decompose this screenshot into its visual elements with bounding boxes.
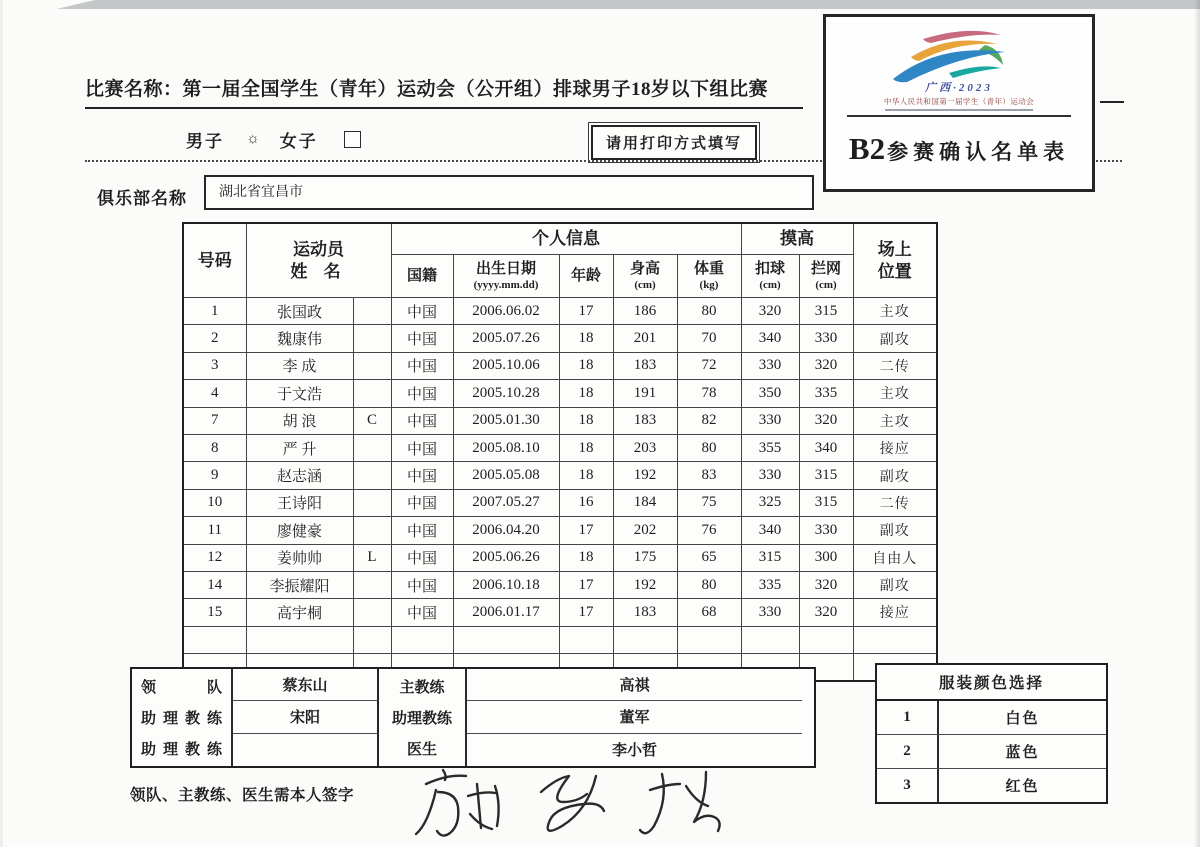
- header-athlete-name: [246, 223, 391, 298]
- cell-age: 17: [559, 571, 613, 598]
- uniform-color-value: 红色: [1005, 779, 1040, 795]
- staff-label: 医生: [406, 741, 437, 758]
- uniform-color-title: 服装颜色选择: [877, 665, 1106, 701]
- cell-dob: 2006.04.20: [453, 517, 559, 544]
- uniform-color-number: 1: [877, 701, 939, 734]
- cell-weight: 83: [677, 462, 741, 489]
- cell-number: 10: [183, 489, 246, 516]
- cell-age: 16: [559, 489, 613, 516]
- cell-spike: 355: [741, 434, 799, 461]
- cell-age: 18: [559, 325, 613, 352]
- staff-value: 董军: [467, 701, 802, 733]
- cell-nationality: 中国: [391, 489, 453, 516]
- cell-weight: 82: [677, 407, 741, 434]
- header-nationality: 国籍: [391, 255, 453, 298]
- cell-weight: 80: [677, 571, 741, 598]
- cell-mark: [353, 626, 391, 653]
- cell-block: 315: [799, 462, 853, 489]
- cell-number: [183, 626, 246, 653]
- roster-row: [183, 571, 937, 598]
- cell-spike: 330: [741, 407, 799, 434]
- cell-height: 175: [613, 544, 677, 571]
- cell-dob: 2005.07.26: [453, 325, 559, 352]
- cell-mark: [353, 489, 391, 516]
- cell-name: 廖健豪: [246, 517, 353, 544]
- cell-dob: 2007.05.27: [453, 489, 559, 516]
- cell-block: 320: [799, 352, 853, 379]
- uniform-color-number: 2: [877, 735, 939, 768]
- roster-row: [183, 380, 937, 407]
- cell-name: 王诗阳: [246, 489, 353, 516]
- staff-labels-right: [379, 669, 467, 766]
- scan-edge-left: [0, 0, 3, 847]
- cell-nationality: 中国: [391, 599, 453, 626]
- cell-weight: 76: [677, 517, 741, 544]
- female-label: 女子: [279, 132, 318, 151]
- cell-dob: 2005.10.28: [453, 380, 559, 407]
- cell-spike: 340: [741, 325, 799, 352]
- header-spike-line1: 扣球: [755, 260, 786, 277]
- cell-spike: 330: [741, 352, 799, 379]
- scan-edge-top: [0, 0, 1200, 9]
- cell-spike: 315: [741, 544, 799, 571]
- cell-age: 18: [559, 544, 613, 571]
- female-checkbox: [344, 131, 361, 148]
- signature-2: [541, 776, 604, 831]
- roster-row: [183, 407, 937, 434]
- cell-nationality: 中国: [391, 325, 453, 352]
- cell-height: 183: [613, 599, 677, 626]
- staff-labels-left: [132, 669, 233, 766]
- games-english-subtext-line: [885, 109, 1033, 111]
- cell-nationality: [391, 626, 453, 653]
- roster-row: [183, 626, 937, 653]
- roster-row: [183, 434, 937, 461]
- cell-weight: 75: [677, 489, 741, 516]
- signature-3: [640, 772, 720, 833]
- cell-number: 14: [183, 571, 246, 598]
- header-dob-line1: 出生日期: [475, 260, 536, 277]
- cell-name: 李振耀阳: [246, 571, 353, 598]
- form-code-box: [823, 14, 1095, 192]
- cell-height: 192: [613, 462, 677, 489]
- cell-position: 主攻: [853, 407, 937, 434]
- staff-value: 蔡东山: [233, 669, 379, 701]
- cell-nationality: 中国: [391, 434, 453, 461]
- cell-nationality: 中国: [391, 407, 453, 434]
- scan-edge-right: [1194, 0, 1200, 847]
- roster-row: [183, 298, 937, 325]
- cell-position: 自由人: [853, 544, 937, 571]
- cell-dob: 2005.05.08: [453, 462, 559, 489]
- cell-nationality: 中国: [391, 380, 453, 407]
- header-number: 号码: [183, 223, 246, 298]
- form-code: B2: [848, 131, 886, 166]
- cell-name: 李 成: [246, 352, 353, 379]
- roster-table-wrap: [182, 222, 938, 682]
- cell-age: 18: [559, 380, 613, 407]
- cell-position: 二传: [853, 489, 937, 516]
- form-title-text: 参赛确认名单表: [887, 140, 1070, 164]
- competition-title-label: 比赛名称：: [85, 79, 183, 100]
- header-spike: [741, 255, 799, 298]
- cell-height: 184: [613, 489, 677, 516]
- cell-name: 张国政: [246, 298, 353, 325]
- roster-row: [183, 489, 937, 516]
- header-block: [799, 255, 853, 298]
- cell-height: 202: [613, 517, 677, 544]
- cell-height: [613, 626, 677, 653]
- cell-age: 18: [559, 434, 613, 461]
- cell-weight: 65: [677, 544, 741, 571]
- cell-position: 二传: [853, 352, 937, 379]
- header-dob: [453, 255, 559, 298]
- cell-name: [246, 626, 353, 653]
- title-underline-segment: [1100, 101, 1124, 103]
- staff-value: 高祺: [467, 669, 802, 701]
- roster-row: [183, 517, 937, 544]
- staff-label: 主教练: [399, 679, 445, 696]
- print-notice-box: [588, 122, 760, 163]
- staff-label: 助理教练: [141, 741, 222, 758]
- cell-age: [559, 626, 613, 653]
- logo-divider-line: [847, 115, 1071, 117]
- cell-height: 183: [613, 352, 677, 379]
- cell-dob: 2005.01.30: [453, 407, 559, 434]
- cell-name: 于文浩: [246, 380, 353, 407]
- cell-dob: 2005.06.26: [453, 544, 559, 571]
- cell-age: 18: [559, 352, 613, 379]
- cell-block: 315: [799, 298, 853, 325]
- uniform-color-row: [877, 734, 1106, 768]
- cell-block: 335: [799, 380, 853, 407]
- cell-number: 4: [183, 380, 246, 407]
- cell-age: 17: [559, 298, 613, 325]
- roster-row: [183, 352, 937, 379]
- cell-name: 赵志涵: [246, 462, 353, 489]
- roster-row: [183, 599, 937, 626]
- staff-value: [233, 734, 379, 766]
- header-weight: [677, 255, 741, 298]
- cell-mark: C: [353, 407, 391, 434]
- staff-label: 领队: [141, 679, 222, 696]
- uniform-color-table: [875, 663, 1108, 804]
- roster-row: [183, 544, 937, 571]
- cell-height: 183: [613, 407, 677, 434]
- header-age: 年龄: [559, 255, 613, 298]
- cell-height: 201: [613, 325, 677, 352]
- cell-mark: [353, 325, 391, 352]
- cell-spike: 340: [741, 517, 799, 544]
- cell-block: 320: [799, 407, 853, 434]
- cell-weight: 70: [677, 325, 741, 352]
- cell-weight: [677, 626, 741, 653]
- cell-number: 8: [183, 434, 246, 461]
- header-athlete-line1: 运动员: [293, 240, 344, 260]
- cell-height: 186: [613, 298, 677, 325]
- roster-table: [182, 222, 938, 682]
- header-height: [613, 255, 677, 298]
- staff-label: 助理教练: [391, 710, 452, 727]
- uniform-color-row: [877, 701, 1106, 734]
- uniform-color-value: 蓝色: [1005, 745, 1040, 761]
- cell-position: [853, 626, 937, 653]
- cell-mark: [353, 352, 391, 379]
- cell-weight: 72: [677, 352, 741, 379]
- cell-nationality: 中国: [391, 517, 453, 544]
- header-dob-line2: (yyyy.mm.dd): [473, 278, 539, 291]
- cell-age: 17: [559, 599, 613, 626]
- cell-mark: [353, 462, 391, 489]
- cell-block: [799, 626, 853, 653]
- cell-name: 严 升: [246, 434, 353, 461]
- cell-position: 副攻: [853, 462, 937, 489]
- gender-row: [186, 127, 361, 152]
- games-name-text: 中华人民共和国第一届学生（青年）运动会: [883, 97, 1035, 106]
- header-position-line1: 场上: [877, 240, 912, 260]
- cell-name: 胡 浪: [246, 407, 353, 434]
- cell-mark: [353, 517, 391, 544]
- staff-label: 助理教练: [141, 710, 222, 727]
- header-athlete-line2: 姓 名: [290, 261, 347, 281]
- club-name-field: [204, 175, 814, 210]
- cell-spike: [741, 626, 799, 653]
- cell-number: 1: [183, 298, 246, 325]
- form-title: [849, 131, 1069, 167]
- cell-dob: 2005.08.10: [453, 434, 559, 461]
- signature-1: [416, 770, 499, 836]
- header-height-line2: (cm): [634, 278, 656, 291]
- cell-number: 2: [183, 325, 246, 352]
- header-position: [853, 223, 937, 298]
- cell-dob: 2005.10.06: [453, 352, 559, 379]
- cell-height: 203: [613, 434, 677, 461]
- cell-position: 接应: [853, 434, 937, 461]
- roster-row: [183, 462, 937, 489]
- cell-weight: 80: [677, 298, 741, 325]
- roster-row: [183, 325, 937, 352]
- header-height-line1: 身高: [629, 260, 660, 277]
- cell-spike: 335: [741, 571, 799, 598]
- cell-mark: [353, 599, 391, 626]
- cell-spike: 330: [741, 599, 799, 626]
- cell-block: 330: [799, 325, 853, 352]
- cell-position: 主攻: [853, 298, 937, 325]
- cell-number: 11: [183, 517, 246, 544]
- cell-position: 接应: [853, 599, 937, 626]
- cell-age: 18: [559, 407, 613, 434]
- staff-value: 宋阳: [233, 701, 379, 733]
- signature-note: 领队、主教练、医生需本人签字: [130, 787, 355, 804]
- games-logo-icon: [889, 27, 1029, 83]
- header-block-line1: 拦网: [811, 260, 842, 277]
- competition-title-text: 第一届全国学生（青年）运动会（公开组）排球男子18岁以下组比赛: [182, 79, 769, 100]
- cell-height: 192: [613, 571, 677, 598]
- header-block-line2: (cm): [815, 278, 837, 291]
- cell-nationality: 中国: [391, 298, 453, 325]
- cell-number: 3: [183, 352, 246, 379]
- handwritten-signatures: [398, 758, 768, 843]
- cell-nationality: 中国: [391, 571, 453, 598]
- cell-number: 12: [183, 544, 246, 571]
- male-checked-mark-icon: ☼: [246, 131, 260, 147]
- cell-dob: 2006.10.18: [453, 571, 559, 598]
- cell-position: 副攻: [853, 517, 937, 544]
- cell-weight: 68: [677, 599, 741, 626]
- cell-number: 7: [183, 407, 246, 434]
- competition-title: [85, 74, 803, 109]
- header-weight-line1: 体重: [694, 260, 725, 277]
- cell-dob: 2006.06.02: [453, 298, 559, 325]
- cell-spike: 325: [741, 489, 799, 516]
- cell-mark: [353, 571, 391, 598]
- cell-weight: 80: [677, 434, 741, 461]
- cell-number: 15: [183, 599, 246, 626]
- cell-position: 副攻: [853, 325, 937, 352]
- header-weight-line2: (kg): [699, 278, 719, 291]
- cell-age: 18: [559, 462, 613, 489]
- cell-block: 320: [799, 571, 853, 598]
- club-name-label: 俱乐部名称: [97, 189, 187, 208]
- cell-spike: 330: [741, 462, 799, 489]
- cell-mark: L: [353, 544, 391, 571]
- cell-position: 主攻: [853, 380, 937, 407]
- uniform-color-number: 3: [877, 769, 939, 802]
- cell-block: 340: [799, 434, 853, 461]
- cell-mark: [353, 434, 391, 461]
- cell-spike: 320: [741, 298, 799, 325]
- cell-nationality: 中国: [391, 462, 453, 489]
- cell-dob: 2006.01.17: [453, 599, 559, 626]
- cell-name: 姜帅帅: [246, 544, 353, 571]
- uniform-color-row: [877, 768, 1106, 802]
- club-name-value: 湖北省宜昌市: [219, 185, 303, 200]
- staff-value: 李小哲: [611, 743, 657, 760]
- header-personal-info: 个人信息: [391, 223, 741, 255]
- cell-block: 315: [799, 489, 853, 516]
- cell-nationality: 中国: [391, 544, 453, 571]
- cell-weight: 78: [677, 380, 741, 407]
- header-position-line2: 位置: [877, 261, 912, 281]
- cell-block: 330: [799, 517, 853, 544]
- cell-block: 300: [799, 544, 853, 571]
- cell-height: 191: [613, 380, 677, 407]
- cell-mark: [353, 298, 391, 325]
- staff-table: [130, 667, 816, 768]
- cell-age: 17: [559, 517, 613, 544]
- roster-body: [183, 298, 937, 682]
- games-year-mark: 广西·2023: [925, 82, 993, 94]
- uniform-color-value: 白色: [1005, 711, 1040, 727]
- header-reach: 摸高: [741, 223, 853, 255]
- cell-number: 9: [183, 462, 246, 489]
- cell-name: 魏康伟: [246, 325, 353, 352]
- cell-position: 副攻: [853, 571, 937, 598]
- cell-dob: [453, 626, 559, 653]
- header-spike-line2: (cm): [759, 278, 781, 291]
- print-notice-text: 请用打印方式填写: [591, 125, 757, 160]
- cell-mark: [353, 380, 391, 407]
- cell-block: 320: [799, 599, 853, 626]
- male-label: 男子: [186, 132, 224, 151]
- cell-name: 高宇桐: [246, 599, 353, 626]
- cell-nationality: 中国: [391, 352, 453, 379]
- cell-spike: 350: [741, 380, 799, 407]
